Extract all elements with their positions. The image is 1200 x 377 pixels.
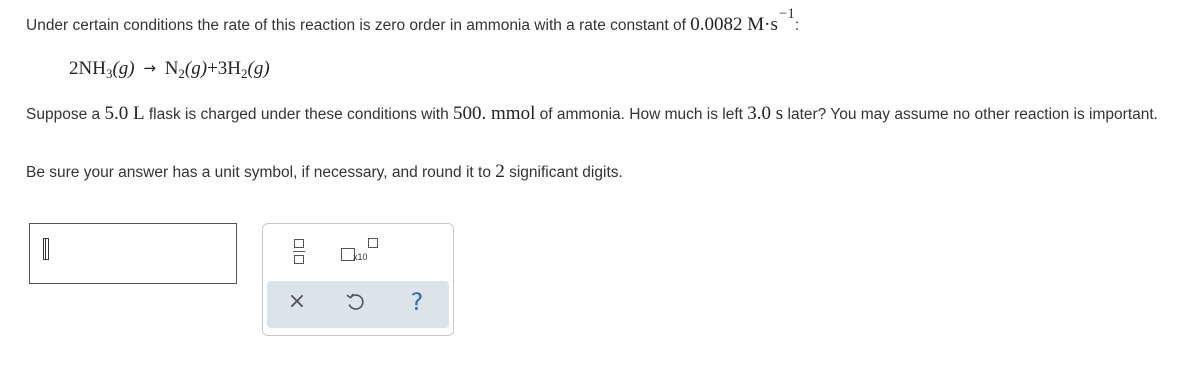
product2-subscript: 2 xyxy=(241,66,248,81)
fraction-bar-icon xyxy=(293,251,305,252)
exponent-box-icon xyxy=(368,238,378,248)
body-text-4: later? You may assume no other reaction is important. xyxy=(787,106,1158,123)
flask-volume: 5.0 L xyxy=(104,103,145,124)
body-text-1: Suppose a xyxy=(26,106,101,123)
plus-sign: + xyxy=(207,58,218,79)
undo-button[interactable] xyxy=(343,289,369,315)
body-text-2: flask is charged under these conditions with xyxy=(148,106,449,123)
reactant-phase: (g) xyxy=(112,58,135,79)
intro-text: Under certain conditions the rate of this reaction is zero order in ammonia with a rate constant of xyxy=(26,17,686,34)
product1-subscript: 2 xyxy=(178,66,185,81)
significant-digits: 2 xyxy=(495,161,505,182)
question-body xyxy=(26,103,1176,125)
product1-formula: N xyxy=(164,58,179,79)
instruction-text-1: Be sure your answer has a unit symbol, if necessary, and round it to xyxy=(26,164,491,181)
reaction-arrow: → xyxy=(143,59,156,77)
instruction-text-2: significant digits. xyxy=(509,164,623,181)
reactant-subscript: 3 xyxy=(105,66,113,81)
question-intro xyxy=(26,6,800,36)
input-cursor xyxy=(43,238,49,260)
product2-formula: 3H xyxy=(217,58,242,79)
help-button[interactable]: ? xyxy=(410,288,424,316)
body-text-3: of ammonia. How much is left xyxy=(539,106,743,123)
clear-button[interactable]: × xyxy=(287,289,307,314)
math-toolbox xyxy=(262,223,454,336)
rate-constant: 0.0082 M·s xyxy=(690,14,778,35)
scientific-notation-button[interactable] xyxy=(341,238,381,266)
elapsed-time: 3.0 s xyxy=(747,103,784,124)
reactant-formula: NH xyxy=(78,58,106,79)
reaction-equation xyxy=(69,58,270,80)
denominator-box-icon xyxy=(294,255,304,264)
rounding-instruction xyxy=(26,161,1176,183)
undo-icon xyxy=(343,289,369,315)
intro-colon: : xyxy=(794,17,800,34)
rate-exponent: −1 xyxy=(778,6,795,22)
x10-label: x10 xyxy=(353,252,368,262)
ammonia-amount: 500. mmol xyxy=(453,103,536,124)
reactant-coefficient: 2 xyxy=(69,58,79,79)
product1-phase: (g) xyxy=(184,58,208,79)
numerator-box-icon xyxy=(294,239,304,248)
product2-phase: (g) xyxy=(247,58,270,79)
answer-input[interactable] xyxy=(29,223,237,284)
fraction-button[interactable] xyxy=(293,238,305,266)
